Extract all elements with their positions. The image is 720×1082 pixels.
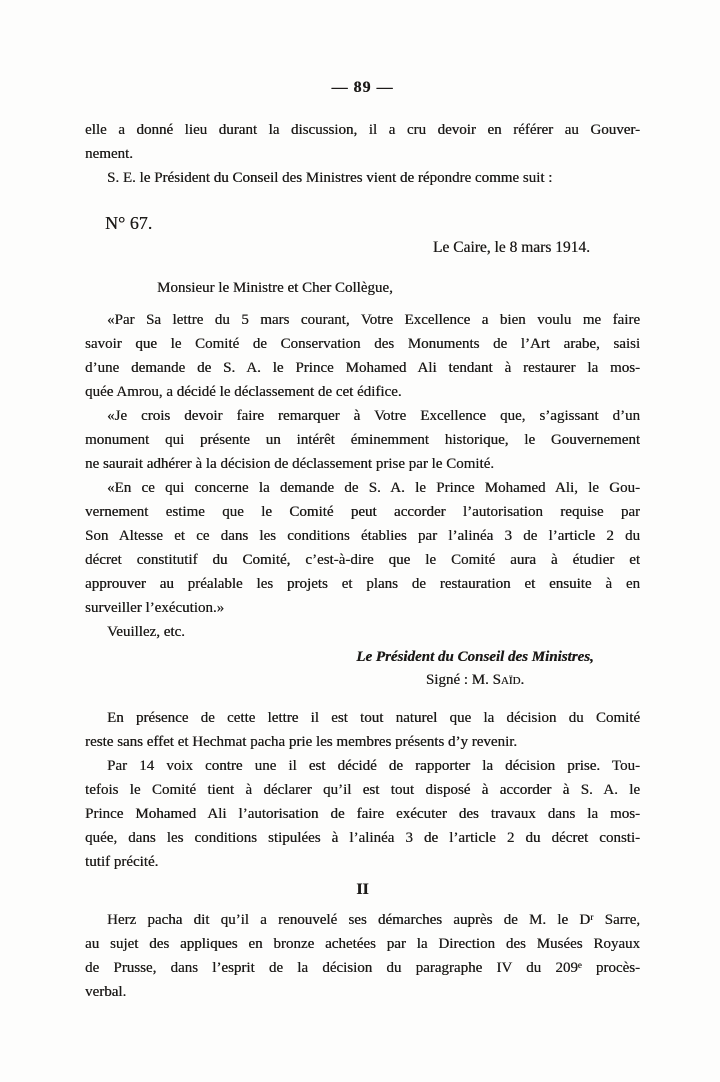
text-line: Son Altesse et ce dans les conditions établies par l’alinéa 3 de l’article 2 du: [85, 528, 640, 544]
text-line: quée, dans les conditions stipulées à l’alinéa 3 de l’article 2 du décret consti-: [85, 830, 640, 846]
signed-name: Saïd.: [492, 672, 525, 688]
text-line: En présence de cette lettre il est tout naturel que la décision du Comité: [107, 710, 640, 726]
text-line: tutif précité.: [85, 854, 159, 870]
salutation: Monsieur le Ministre et Cher Collègue,: [157, 280, 393, 296]
text-line: ne saurait adhérer à la décision de déclassement prise par le Comité.: [85, 456, 494, 472]
paragraph: [85, 476, 640, 620]
text-line: d’une demande de S. A. le Prince Mohamed Ali tendant à restaurer la mos-: [85, 360, 640, 376]
text-line: Par 14 voix contre une il est décidé de rapporter la décision prise. Tou-: [107, 758, 640, 774]
signature-block: [310, 646, 640, 692]
text-line: vernement estime que le Comité peut accorder l’autorisation requise par: [85, 504, 640, 520]
paragraph: [85, 754, 640, 874]
text-line: Veuillez, etc.: [107, 624, 185, 640]
section-heading: II: [356, 881, 369, 898]
text-line: quée Amrou, a décidé le déclassement de cet édifice.: [85, 384, 402, 400]
text-line: «Je crois devoir faire remarquer à Votre Excellence que, s’agissant d’un: [107, 408, 640, 424]
text-line: décret constitutif du Comité, c’est-à-dire que le Comité aura à étudier et: [85, 552, 640, 568]
signature-role: Le Président du Conseil des Ministres,: [356, 649, 594, 665]
paragraph: [85, 620, 640, 644]
dateline: Le Caire, le 8 mars 1914.: [432, 239, 590, 256]
paragraph: [85, 118, 640, 166]
text-line: de Prusse, dans l’esprit de la décision du paragraphe IV du 209ᵉ procès-: [85, 960, 640, 976]
document-number: N° 67.: [105, 213, 153, 233]
signature-signed: [310, 669, 640, 692]
text-line: verbal.: [85, 984, 127, 1000]
text-line: savoir que le Comité de Conservation des Monuments de l’Art arabe, saisi: [85, 336, 640, 352]
text-line: elle a donné lieu durant la discussion, il a cru devoir en référer au Gouver-: [85, 122, 640, 138]
text-line: S. E. le Président du Conseil des Ministres vient de répondre comme suit :: [107, 170, 553, 186]
text-line: reste sans effet et Hechmat pacha prie les membres présents d’y revenir.: [85, 734, 518, 750]
text-line: Herz pacha dit qu’il a renouvelé ses démarches auprès de M. le Dʳ Sarre,: [107, 912, 640, 928]
text-line: monument qui présente un intérêt éminemment historique, le Gouvernement: [85, 432, 640, 448]
paragraph: [85, 166, 640, 190]
text-line: Prince Mohamed Ali l’autorisation de faire exécuter des travaux dans la mos-: [85, 806, 640, 822]
paragraph: [85, 404, 640, 476]
document-body: [85, 118, 640, 1004]
text-line: «Par Sa lettre du 5 mars courant, Votre Excellence a bien voulu me faire: [107, 312, 640, 328]
text-line: surveiller l’exécution.»: [85, 600, 225, 616]
paragraph: [85, 908, 640, 1004]
text-line: tefois le Comité tient à déclarer qu’il est tout disposé à accorder à S. A. le: [85, 782, 640, 798]
signed-prefix: Signé : M.: [425, 672, 493, 688]
text-line: «En ce qui concerne la demande de S. A. le Prince Mohamed Ali, le Gou-: [107, 480, 640, 496]
paragraph: [85, 308, 640, 404]
page-number: — 89 —: [331, 79, 394, 96]
text-line: au sujet des appliques en bronze achetées par la Direction des Musées Royaux: [85, 936, 640, 952]
text-line: approuver au préalable les projets et plans de restauration et ensuite à en: [85, 576, 640, 592]
text-line: nement.: [85, 146, 133, 162]
paragraph: [85, 706, 640, 754]
